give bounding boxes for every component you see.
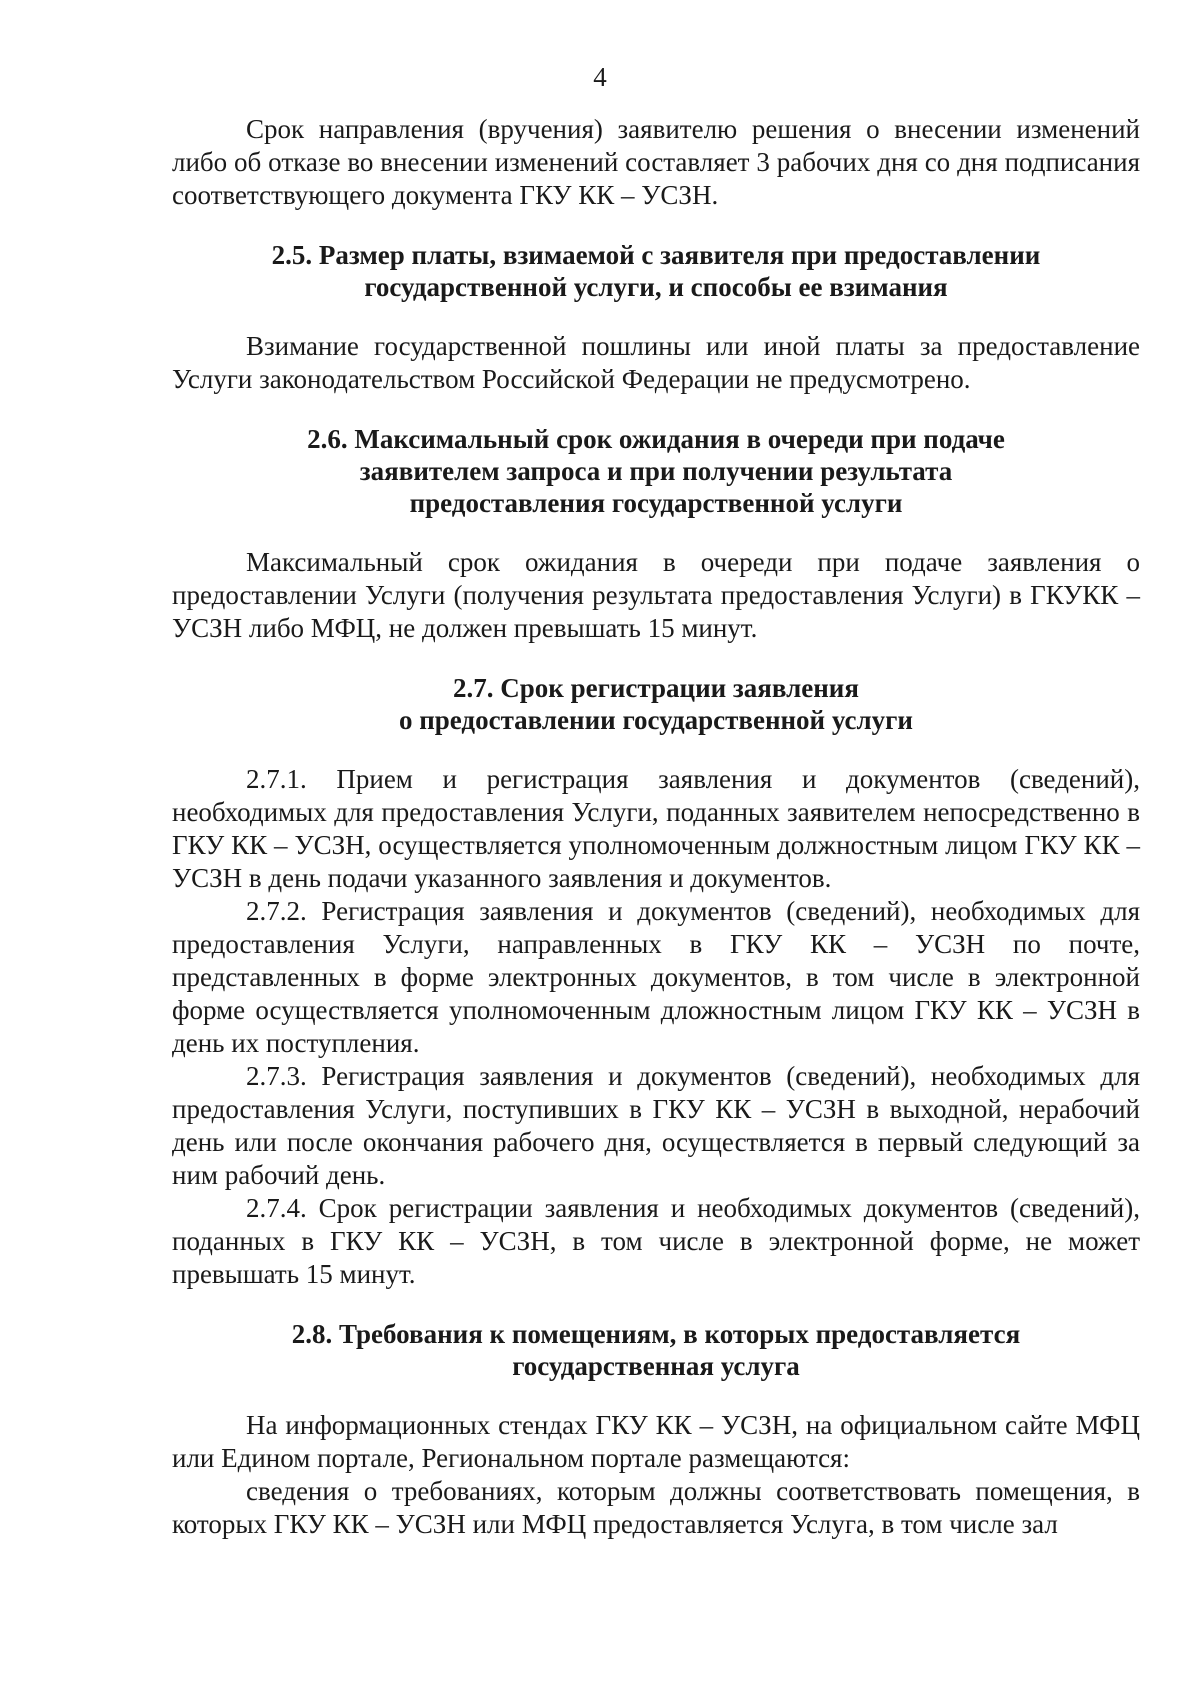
heading-line: 2.5. Размер платы, взимаемой с заявителя при предоставлении: [271, 240, 1041, 270]
heading-line: государственной услуги, и способы ее взимания: [364, 272, 948, 302]
paragraph-fee: Взимание государственной пошлины или иной платы за предоставление Услуги законодательством Российской Федерации не предусмотрено.: [172, 331, 1140, 394]
heading-line: 2.8. Требования к помещениям, в которых предоставляется: [291, 1319, 1021, 1349]
paragraph-info-stands: На информационных стендах ГКУ КК – УСЗН, на официальном сайте МФЦ или Едином портале, Региональном портале размещаются:: [172, 1410, 1140, 1473]
heading-line: предоставления государственной услуги: [409, 488, 903, 518]
paragraph-2-7-4: 2.7.4. Срок регистрации заявления и необходимых документов (сведений), поданных в ГКУ КК – УСЗН, в том числе в электронной форме, не может превышать 15 минут.: [172, 1193, 1140, 1289]
section-heading-2-6: [172, 423, 1140, 519]
page-number: 4: [593, 62, 607, 92]
paragraph-queue-time: Максимальный срок ожидания в очереди при подаче заявления о предоставлении Услуги (получения результата предоставления Услуги) в ГКУКК – УСЗН либо МФЦ, не должен превышать 15 минут.: [172, 547, 1140, 643]
paragraph-2-7-3: 2.7.3. Регистрация заявления и документов (сведений), необходимых для предоставления Услуги, поступивших в ГКУ КК – УСЗН в выходной, нерабочий день или после окончания рабочего дня, осуществляется в первый следующий за ним рабочий день.: [172, 1061, 1140, 1190]
section-heading-2-5: [172, 239, 1140, 303]
paragraph-decision-delivery-term: Срок направления (вручения) заявителю решения о внесении изменений либо об отказе во внесении изменений составляет 3 рабочих дня со дня подписания соответствующего документа ГКУ КК – УСЗН.: [172, 114, 1140, 210]
section-heading-2-8: [172, 1318, 1140, 1382]
heading-line: 2.6. Максимальный срок ожидания в очереди при подаче: [307, 424, 1005, 454]
heading-line: о предоставлении государственной услуги: [398, 705, 913, 735]
section-heading-2-7: [172, 672, 1140, 736]
paragraph-premises-requirements: сведения о требованиях, которым должны соответствовать помещения, в которых ГКУ КК – УСЗН или МФЦ предоставляется Услуга, в том числе зал: [172, 1476, 1140, 1539]
heading-line: 2.7. Срок регистрации заявления: [453, 673, 859, 703]
heading-line: заявителем запроса и при получении результата: [359, 456, 953, 486]
heading-line: государственная услуга: [512, 1351, 800, 1381]
paragraph-2-7-2: 2.7.2. Регистрация заявления и документов (сведений), необходимых для предоставления Услуги, направленных в ГКУ КК – УСЗН по почте, представленных в форме электронных документов, в том числе в электронной форме осуществляется уполномоченным дложностным лицом ГКУ КК – УСЗН в день их поступления.: [172, 896, 1140, 1058]
page-content: [172, 113, 1140, 1541]
paragraph-2-7-1: 2.7.1. Прием и регистрация заявления и документов (сведений), необходимых для предоставления Услуги, поданных заявителем непосредственно в ГКУ КК – УСЗН, осуществляется уполномоченным должностным лицом ГКУ КК – УСЗН в день подачи указанного заявления и документов.: [172, 764, 1140, 893]
